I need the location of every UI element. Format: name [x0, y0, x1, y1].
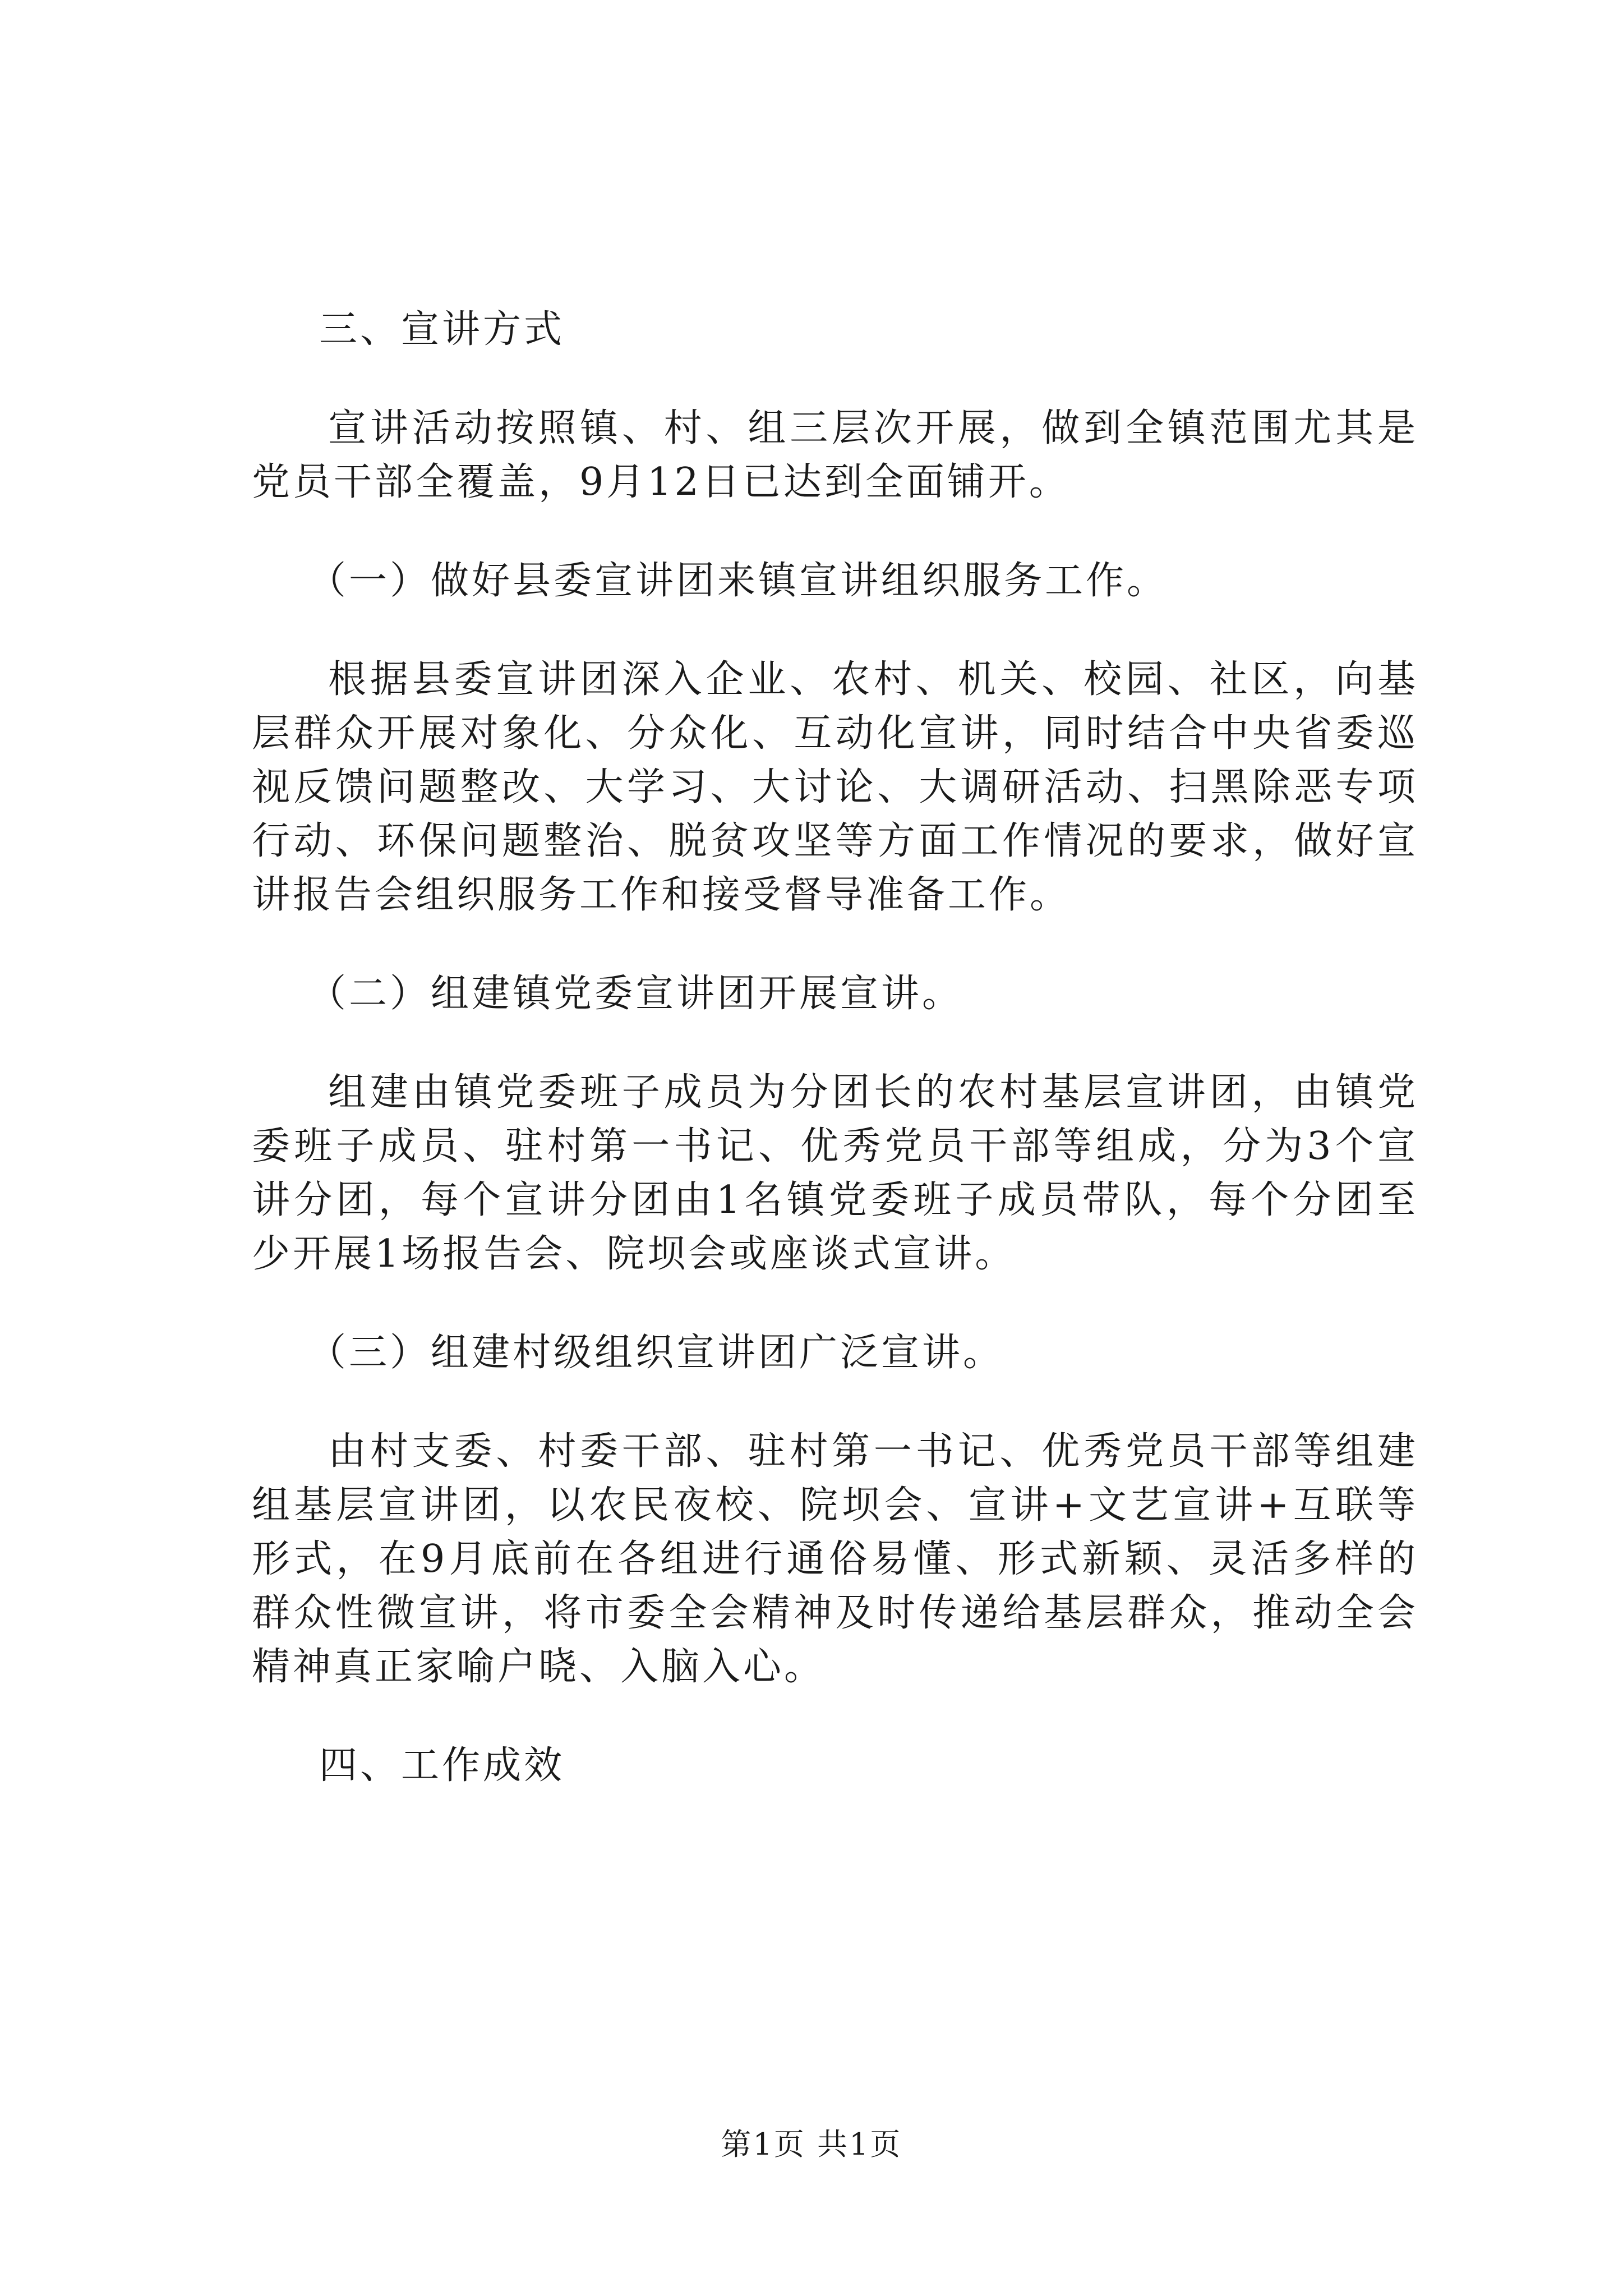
section-3-intro-paragraph: 宣讲活动按照镇、村、组三层次开展，做到全镇范围尤其是党员干部全覆盖，9月12日已达到全面铺开。: [252, 406, 1418, 504]
subsection-heading-2: （二）组建镇党委宣讲团开展宣讲。: [308, 972, 963, 1016]
page-footer-pagination: 第1页 共1页: [721, 2127, 902, 2162]
subsection-heading-1: （一）做好县委宣讲团来镇宣讲组织服务工作。: [308, 559, 1168, 603]
document-body: [252, 303, 1418, 1793]
subsection-2-paragraph: 组建由镇党委班子成员为分团长的农村基层宣讲团，由镇党委班子成员、驻村第一书记、优秀党员干部等组成，分为3个宣讲分团，每个宣讲分团由1名镇党委班子成员带队，每个分团至少开展1场报告会、院坝会或座谈式宣讲。: [252, 1070, 1418, 1276]
section-heading-3: 三、宣讲方式: [319, 307, 565, 352]
subsection-1-paragraph: 根据县委宣讲团深入企业、农村、机关、校园、社区，向基层群众开展对象化、分众化、互动化宣讲，同时结合中央省委巡视反馈问题整改、大学习、大讨论、大调研活动、扫黑除恶专项行动、环保问题整治、脱贫攻坚等方面工作情况的要求，做好宣讲报告会组织服务工作和接受督导准备工作。: [252, 657, 1418, 917]
section-heading-4: 四、工作成效: [319, 1743, 565, 1788]
subsection-heading-3: （三）组建村级组织宣讲团广泛宣讲。: [308, 1331, 1004, 1375]
subsection-3-paragraph: 由村支委、村委干部、驻村第一书记、优秀党员干部等组建组基层宣讲团，以农民夜校、院坝会、宣讲+文艺宣讲+互联等形式，在9月底前在各组进行通俗易懂、形式新颖、灵活多样的群众性微宣讲，将市委全会精神及时传递给基层群众，推动全会精神真正家喻户晓、入脑入心。: [252, 1429, 1418, 1689]
